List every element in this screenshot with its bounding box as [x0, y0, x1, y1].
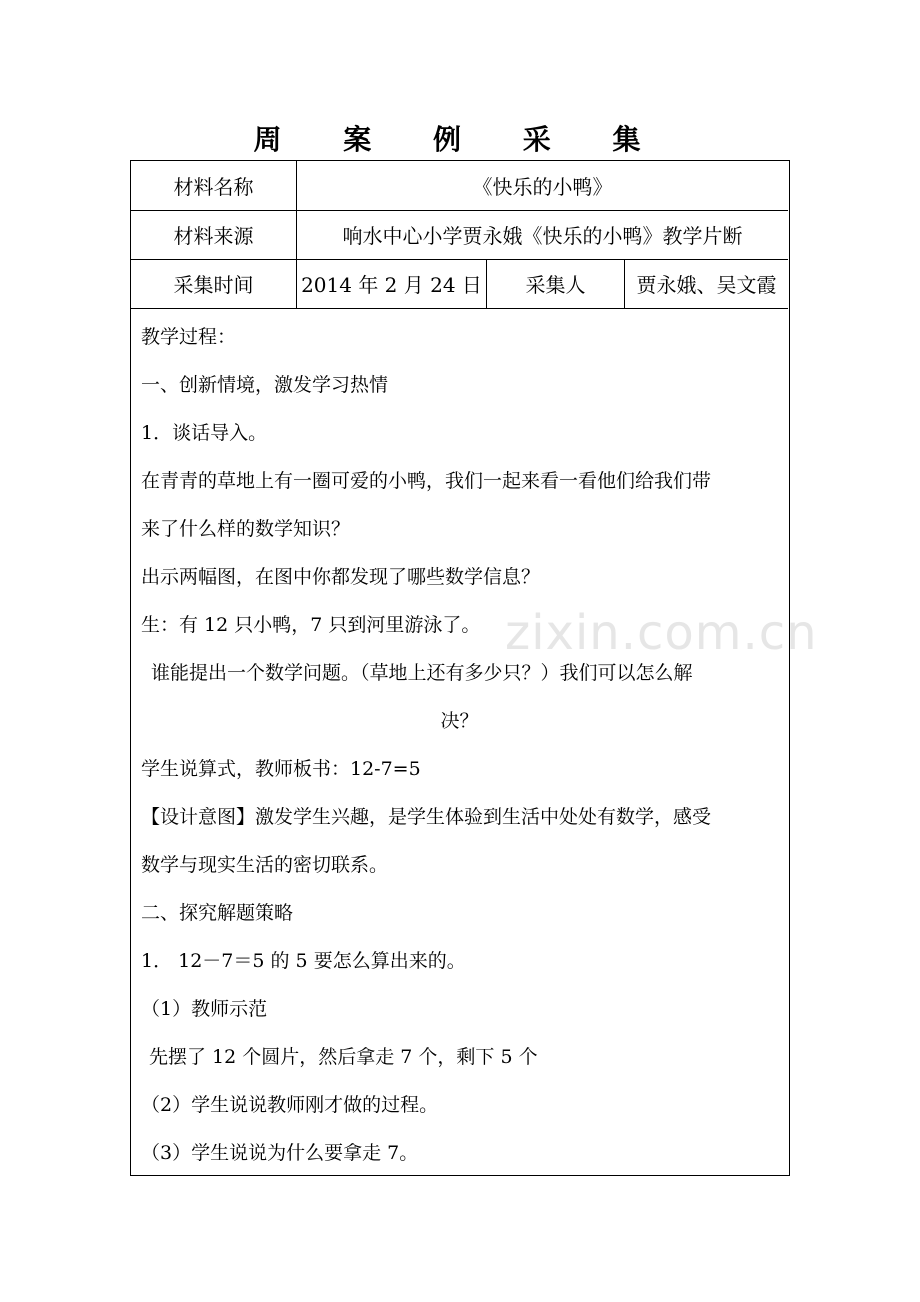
step-1-question: 1． 12－7＝5 的 5 要怎么算出来的。 [141, 950, 466, 972]
paragraph-line: 来了什么样的数学知识？ [141, 518, 351, 540]
process-heading: 教学过程： [141, 326, 237, 348]
collection-time-label: 采集时间 [131, 259, 297, 308]
collector-label: 采集人 [487, 259, 625, 308]
design-intent: 【设计意图】激发学生兴趣，是学生体验到生活中处处有数学，感受 [141, 806, 712, 828]
student-answer: 生：有 12 只小鸭，7 只到河里游泳了。 [141, 614, 481, 636]
substep-3: （3）学生说说为什么要拿走 7。 [141, 1142, 419, 1164]
row-collection-info [131, 259, 788, 309]
material-name-value: 《快乐的小鸭》 [472, 175, 613, 199]
material-name-label: 材料名称 [131, 161, 297, 210]
question-line-end: 决？ [440, 710, 479, 732]
row-material-source [131, 210, 788, 260]
material-source-label: 材料来源 [131, 210, 297, 259]
watermark: zixin.com.cn [505, 605, 818, 661]
case-table [130, 160, 790, 1176]
collector-value: 贾永娥、吴文霞 [636, 273, 777, 297]
question-line: 谁能提出一个数学问题。（草地上还有多少只？）我们可以怎么解 [151, 662, 693, 684]
substep-1: （1）教师示范 [141, 998, 268, 1020]
paragraph-line: 出示两幅图，在图中你都发现了哪些数学信息？ [141, 566, 541, 588]
page-title: 周 案 例 采 集 [253, 123, 667, 156]
substep-2: （2）学生说说教师刚才做的过程。 [141, 1094, 439, 1116]
section-1-heading: 一、创新情境，激发学习热情 [141, 374, 389, 396]
paragraph-line: 在青青的草地上有一圈可爱的小鸭，我们一起来看一看他们给我们带 [141, 470, 712, 492]
design-intent-cont: 数学与现实生活的密切联系。 [141, 854, 389, 876]
section-2-heading: 二、探究解题策略 [141, 902, 294, 924]
board-writing: 学生说算式，教师板书：12-7=5 [141, 758, 421, 780]
material-source-value: 响水中心小学贾永娥《快乐的小鸭》教学片断 [342, 224, 743, 248]
step-1-title: 1．谈话导入。 [141, 422, 268, 444]
substep-1-detail: 先摆了 12 个圆片，然后拿走 7 个，剩下 5 个 [149, 1046, 538, 1068]
row-material-name [131, 161, 788, 211]
collection-time-value: 2014 年 2 月 24 日 [297, 259, 487, 308]
